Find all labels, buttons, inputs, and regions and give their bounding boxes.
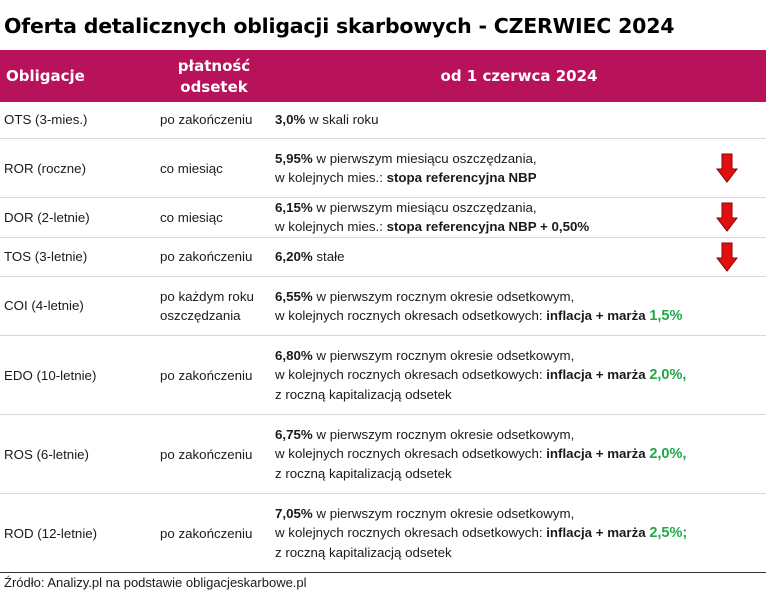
bond-name: OTS (3-mies.) bbox=[4, 112, 88, 127]
table-row bbox=[0, 139, 766, 198]
rate-description: 7,05% w pierwszym rocznym okresie odsetkowym, w kolejnych rocznych okresach odsetkowych: inflacja + marża 2,5%; z roczną kapitalizacją odsetek bbox=[275, 506, 688, 560]
table-row bbox=[0, 238, 766, 277]
footer-divider bbox=[0, 572, 766, 573]
payment-terms: po zakończeniu bbox=[160, 368, 253, 383]
bond-name: DOR (2-letnie) bbox=[4, 210, 90, 225]
bond-name: EDO (10-letnie) bbox=[4, 368, 97, 383]
header-rate-date: od 1 czerwca 2024 bbox=[440, 67, 598, 85]
header-interest-payment: płatność odsetek bbox=[177, 57, 251, 96]
down-arrow-icon bbox=[716, 202, 738, 232]
bond-name: ROD (12-letnie) bbox=[4, 526, 98, 541]
bond-name: COI (4-letnie) bbox=[4, 298, 84, 313]
rate-description: 6,20% stałe bbox=[275, 249, 345, 264]
table-row bbox=[0, 336, 766, 415]
bond-name: ROS (6-letnie) bbox=[4, 447, 89, 462]
bond-name: ROR (roczne) bbox=[4, 161, 87, 176]
table-row bbox=[0, 102, 766, 139]
table-row bbox=[0, 277, 766, 336]
rate-description: 6,55% w pierwszym rocznym okresie odsetkowym, w kolejnych rocznych okresach odsetkowych: inflacja + marża 1,5% bbox=[275, 289, 683, 324]
payment-terms: po zakończeniu bbox=[160, 447, 253, 462]
header-bonds: Obligacje bbox=[6, 67, 85, 85]
page-title: Oferta detalicznych obligacji skarbowych - CZERWIEC 2024 bbox=[4, 14, 675, 38]
table-row bbox=[0, 198, 766, 238]
payment-terms: co miesiąc bbox=[160, 161, 223, 176]
down-arrow-icon bbox=[716, 153, 738, 183]
rate-description: 5,95% w pierwszym miesiącu oszczędzania, w kolejnych mies.: stopa referencyjna NBP bbox=[275, 151, 537, 185]
payment-terms: po każdym roku oszczędzania bbox=[160, 289, 254, 323]
rate-description: 3,0% w skali roku bbox=[275, 112, 379, 127]
payment-terms: po zakończeniu bbox=[160, 526, 253, 541]
rate-description: 6,80% w pierwszym rocznym okresie odsetkowym, w kolejnych rocznych okresach odsetkowych: inflacja + marża 2,0%, z roczną kapitalizacją odsetek bbox=[275, 348, 687, 402]
payment-terms: co miesiąc bbox=[160, 210, 223, 225]
payment-terms: po zakończeniu bbox=[160, 112, 253, 127]
source-note: Źródło: Analizy.pl na podstawie obligacjeskarbowe.pl bbox=[4, 575, 307, 590]
payment-terms: po zakończeniu bbox=[160, 249, 253, 264]
bond-name: TOS (3-letnie) bbox=[4, 249, 88, 264]
rate-description: 6,75% w pierwszym rocznym okresie odsetkowym, w kolejnych rocznych okresach odsetkowych: inflacja + marża 2,0%, z roczną kapitalizacją odsetek bbox=[275, 427, 687, 481]
down-arrow-icon bbox=[716, 242, 738, 272]
table-row bbox=[0, 494, 766, 570]
table-header bbox=[0, 50, 766, 102]
table-row bbox=[0, 415, 766, 494]
rate-description: 6,15% w pierwszym miesiącu oszczędzania, w kolejnych mies.: stopa referencyjna NBP + 0,50% bbox=[275, 200, 590, 234]
